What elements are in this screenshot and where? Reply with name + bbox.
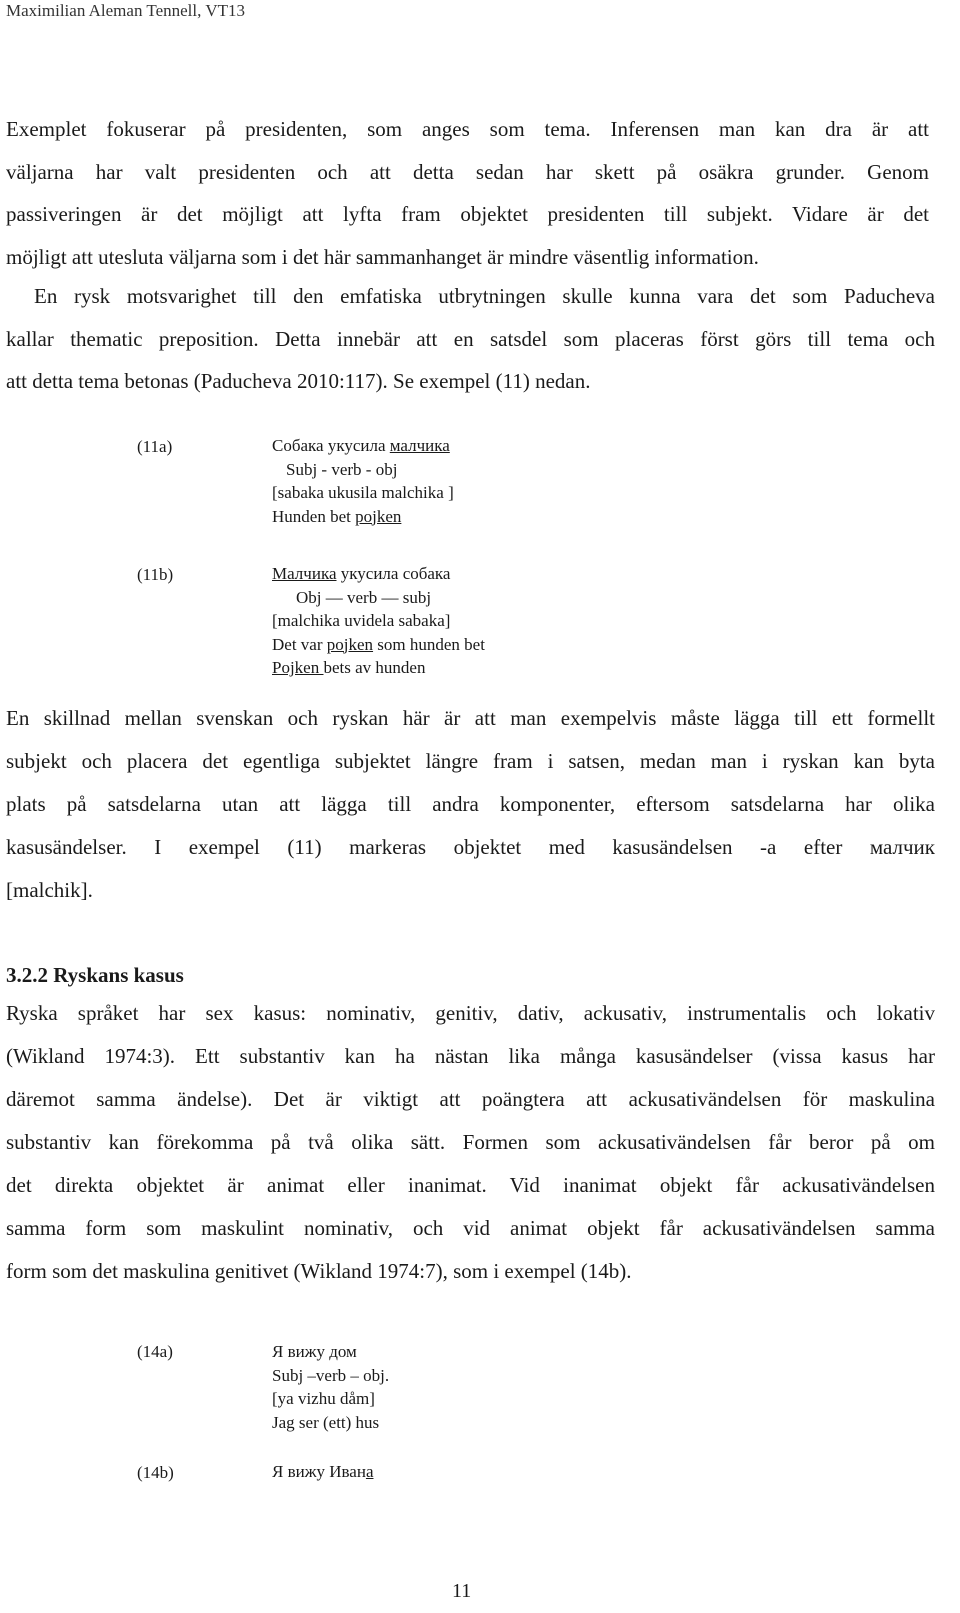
text-line: subjekt och placera det egentliga subjektet längre fram i satsen, medan man i ryskan kan byta xyxy=(6,749,935,773)
text-line: Ryska språket har sex kasus: nominativ, genitiv, dativ, ackusativ, instrumentalis och lokativ xyxy=(6,1001,935,1025)
example-gloss-line: Subj –verb – obj. xyxy=(272,1365,390,1385)
paragraph-3 xyxy=(6,697,935,912)
text-line: samma form som maskulint nominativ, och vid animat objekt får ackusativändelsen samma xyxy=(6,1216,935,1240)
example-translation-line: Jag ser (ett) hus xyxy=(272,1412,380,1432)
example-gloss-line: Obj — verb — subj xyxy=(296,587,432,607)
text-line: kasusändelser. I exempel (11) markeras objektet med kasusändelsen -a efter малчик xyxy=(6,835,935,859)
text-line: kallar thematic preposition. Detta innebär att en satsdel som placeras först görs till tema och xyxy=(6,326,935,351)
text-line: att detta tema betonas (Paducheva 2010:117). Se exempel (11) nedan. xyxy=(6,369,591,394)
example-russian-line: Малчика укусила собака xyxy=(272,564,451,583)
example-translation-line: Hunden bet pojken xyxy=(272,506,402,526)
example-russian-line: Я вижу дом xyxy=(272,1342,357,1361)
example-11a xyxy=(272,434,454,528)
example-translation-line: Det var pojken som hunden bet xyxy=(272,634,485,654)
example-gloss-line: Subj - verb - obj xyxy=(286,459,398,479)
text-line: väljarna har valt presidenten och att detta sedan har skett på osäkra grunder. Genom xyxy=(6,159,929,184)
text-line: möjligt att utesluta väljarna som i det här sammanhanget är mindre väsentlig information. xyxy=(6,244,759,269)
text-line: det direkta objektet är animat eller inanimat. Vid inanimat objekt får ackusativändelsen xyxy=(6,1173,935,1197)
example-label-14a: (14a) xyxy=(137,1342,173,1361)
text-line: passiveringen är det möjligt att lyfta fram objektet presidenten till subjekt. Vidare är det xyxy=(6,202,929,227)
example-translation-line: Pojken bets av hunden xyxy=(272,658,426,677)
text-line: substantiv kan förekomma på två olika sätt. Formen som ackusativändelsen får beror på om xyxy=(6,1130,935,1154)
text-line: (Wikland 1974:3). Ett substantiv kan ha nästan lika många kasusändelser (vissa kasus har xyxy=(6,1044,935,1068)
paragraph-2 xyxy=(6,275,935,403)
page-number: 11 xyxy=(452,1580,472,1602)
text-line: plats på satsdelarna utan att lägga till andra komponenter, eftersom satsdelarna har olika xyxy=(6,792,935,816)
example-transliteration-line: [sabaka ukusila malchika ] xyxy=(272,483,454,502)
example-11b xyxy=(272,562,485,680)
example-14a xyxy=(272,1340,389,1434)
example-label-14b: (14b) xyxy=(137,1463,174,1482)
example-russian-line: Я вижу Ивана xyxy=(272,1462,374,1481)
text-line: form som det maskulina genitivet (Wikland 1974:7), som i exempel (14b). xyxy=(6,1259,632,1283)
paragraph-4 xyxy=(6,992,935,1293)
text-line: [malchik]. xyxy=(6,878,93,902)
text-line: Exemplet fokuserar på presidenten, som anges som tema. Inferensen man kan dra är att xyxy=(6,117,929,141)
text-line: En rysk motsvarighet till den emfatiska utbrytningen skulle kunna vara det som Paducheva xyxy=(34,284,935,308)
running-header: Maximilian Aleman Tennell, VT13 xyxy=(6,1,245,20)
example-transliteration-line: [ya vizhu dåm] xyxy=(272,1389,375,1408)
section-heading: 3.2.2 Ryskans kasus xyxy=(6,963,184,987)
example-label-11a: (11a) xyxy=(137,437,173,456)
paragraph-1 xyxy=(6,108,929,278)
example-russian-line: Собака укусила малчика xyxy=(272,436,450,455)
text-line: däremot samma ändelse). Det är viktigt att poängtera att ackusativändelsen för maskulina xyxy=(6,1087,935,1111)
example-transliteration-line: [malchika uvidela sabaka] xyxy=(272,611,451,630)
example-14b xyxy=(272,1460,373,1484)
example-label-11b: (11b) xyxy=(137,565,174,584)
text-line: En skillnad mellan svenskan och ryskan här är att man exempelvis måste lägga till ett formellt xyxy=(6,706,935,730)
